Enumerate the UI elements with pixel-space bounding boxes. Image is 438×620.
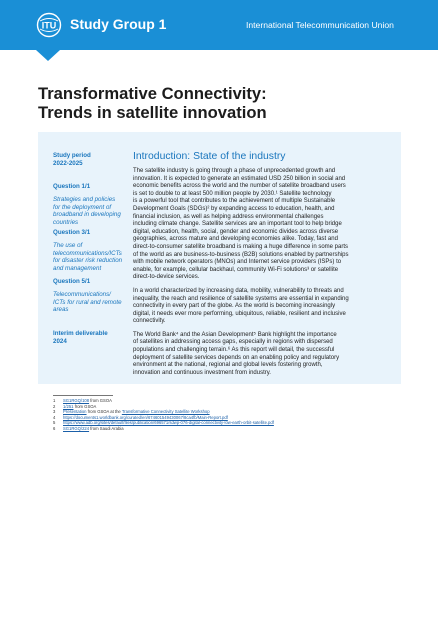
footnote-5: 5 https://www.adb.org/sites/default/files/publication/696571/sdwp-076-digital-connectivity-low-earth-orbit-satellite.pdf (53, 420, 274, 426)
body-text (133, 168, 391, 383)
footnote-4: 4 https://documents1.worldbank.org/curated/en/674601549430067/8ca4fb/Main-Report.pdf (53, 414, 228, 420)
footnote-6: 6 SG1RGQ/224 from Saudi Arabia (53, 425, 124, 431)
header-bar (0, 0, 438, 50)
question-3-label: Question 3/1 (53, 229, 91, 236)
footnote-link[interactable]: SG1RGQ/224 (63, 425, 90, 431)
footnote-3: 3 Presentation from GSOA at the Transformative Connectivity Satellite Workshop (53, 409, 210, 415)
title-line-2: Trends in satellite innovation (38, 103, 267, 122)
footnote-2: 2 1/251 from GSOA (53, 403, 97, 409)
interim-deliverable: Interim deliverable 2024 (53, 330, 108, 345)
study-group-title: Study Group 1 (70, 16, 167, 32)
paragraph-2: In a world characterized by increasing data, mobility, vulnerability to threats and inequality, the reach and resilience of satellite systems are essential in expanding connectivity in every part of the globe. As the world is becoming increasingly digital, it needs ever more performing, ubiquitous, reliable, resilient and inclusive connectivity. (133, 287, 349, 325)
header-pointer (36, 50, 60, 61)
question-5-description: Telecommunications/ ICTs for rural and remote areas (53, 291, 122, 314)
footnote-link[interactable]: SG1RGQ/108 (63, 398, 90, 403)
footnote-1: 1 SG1RGQ/108 from GSOA (53, 398, 112, 403)
question-1-label: Question 1/1 (53, 183, 91, 190)
footnote-divider (53, 395, 113, 396)
question-1-description: Strategies and policies for the deployment of broadband in developing countries (53, 196, 121, 226)
paragraph-3: The World Bank⁴ and the Asian Development⁵ Bank highlight the importance of satellites in addressing access gaps, especially in regions with dispersed populations and challenging terrain.⁶ As this report will detail, the successful deployment of satellite services depends on an enabling policy and regulatory environment at the national, regional and global levels fostering growth, innovation and continuous investment from industry. (133, 331, 340, 376)
section-heading: Introduction: State of the industry (133, 151, 286, 162)
footnotes (53, 398, 373, 432)
question-5-label: Question 5/1 (53, 278, 91, 285)
title-line-1: Transformative Connectivity: (38, 84, 267, 103)
footnote-link[interactable]: https://documents1.worldbank.org/curated/en/674601549430067/8ca4fb/Main-Report.pdf (63, 414, 228, 420)
study-period: Study period 2022-2025 (53, 152, 91, 167)
footnote-link[interactable]: https://www.adb.org/sites/default/files/publication/696571/sdwp-076-digital-connectivity-low-earth-orbit-satellite.pdf (63, 420, 274, 426)
footnote-link[interactable]: Presentation (63, 409, 87, 415)
question-3-description: The use of telecommunications/ICTs for disaster risk reduction and management (53, 242, 123, 272)
svg-text:ITU: ITU (41, 20, 57, 31)
footnote-link[interactable]: 1/251 (63, 403, 74, 409)
footnote-link[interactable]: Transformative Connectivity Satellite Workshop (121, 409, 210, 415)
itu-logo-icon (36, 12, 62, 38)
paragraph-1: The satellite industry is going through a phase of unprecedented growth and innovation. It is expected to generate an estimated USD 250 billion in social and economic benefits across the world and the number of satellite broadband users is set to double to at least 500 million people by 2030.¹ Satellite technology is a powerful tool that contributes to the achievement of multiple Sustainable Development Goals (SDGs)² by expanding access to education, health, and financial inclusion, as well as helping address environmental challenges including climate change. Satellite services are an important tool to help bridge digital, education, health, social, gender and economic divides across diverse geographies, across mature and developing economies alike. Today, fast and direct-to-consumer satellite broadband is making a huge difference in some parts of the world as are business-to-business (B2B) solutions enabled by partnerships with mobile network operators (MNOs) and Internet service providers (ISPs) to enable, for example, cellular backhaul, community Wi-Fi solutions³ or satellite direct-to-device services. (133, 168, 349, 281)
document-title (38, 84, 267, 122)
organization-name: International Telecommunication Union (246, 20, 394, 30)
